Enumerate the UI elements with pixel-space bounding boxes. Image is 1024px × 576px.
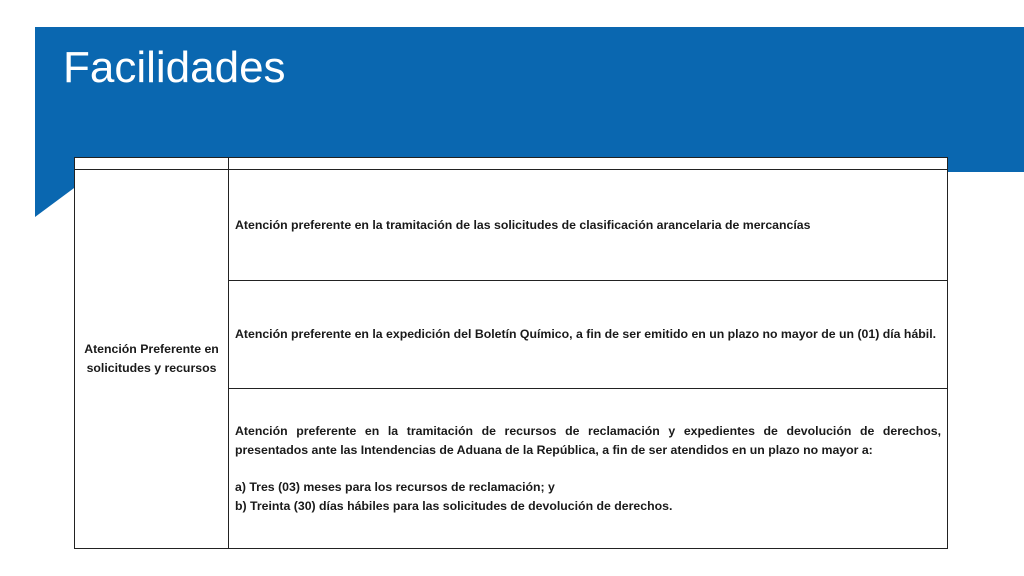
table-header-row bbox=[75, 158, 948, 170]
header-cell-category bbox=[75, 158, 229, 170]
header-cell-detail bbox=[229, 158, 948, 170]
detail-cell bbox=[229, 389, 948, 549]
list-item: a) Tres (03) meses para los recursos de reclamación; y bbox=[235, 479, 555, 494]
detail-text: Atención preferente en la tramitación de recursos de reclamación y expedientes de devolución de derechos, presentados ante las Intendencias de Aduana de la República, a fin de ser atendidos en un plazo no mayor a: bbox=[235, 423, 941, 457]
list-item: b) Treinta (30) días hábiles para las solicitudes de devolución de derechos. bbox=[235, 498, 673, 513]
detail-text: Atención preferente en la expedición del Boletín Químico, a fin de ser emitido en un plazo no mayor de un (01) día hábil. bbox=[235, 327, 937, 342]
category-cell: Atención Preferente en solicitudes y recursos bbox=[75, 170, 229, 549]
table-row bbox=[75, 170, 948, 281]
detail-text: Atención preferente en la tramitación de las solicitudes de clasificación arancelaria de mercancías bbox=[235, 217, 811, 232]
slide-title: Facilidades bbox=[63, 43, 286, 92]
detail-cell bbox=[229, 281, 948, 389]
detail-cell bbox=[229, 170, 948, 281]
facilities-table bbox=[74, 157, 948, 549]
